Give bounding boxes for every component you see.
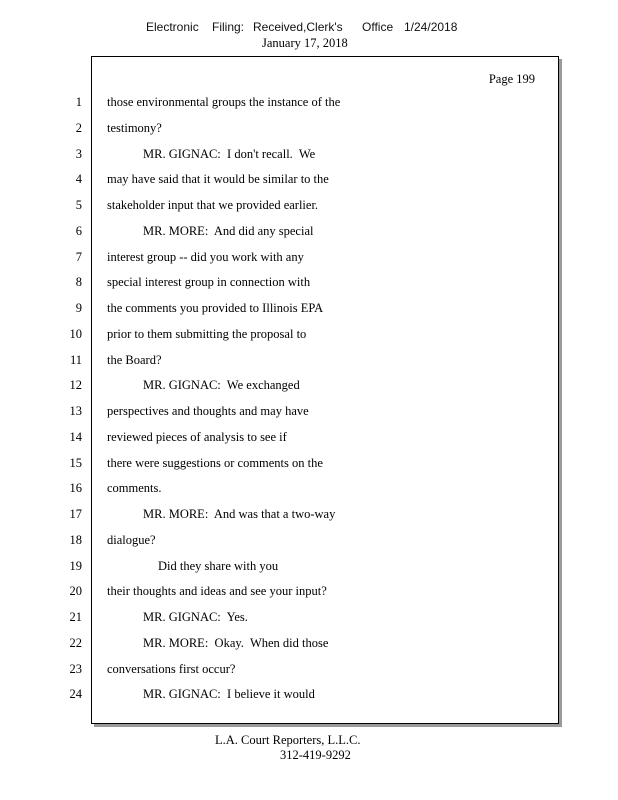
line-number: 13 [69,404,82,418]
line-number: 11 [69,352,82,367]
line-number: 1 [75,95,82,109]
line-number: 19 [69,558,82,573]
line-text: dialogue? [107,532,156,547]
footer-phone: 312-419-9292 [280,748,351,762]
line-text: reviewed pieces of analysis to see if [107,429,287,444]
line-text: MR. MORE: And did any special [143,223,314,238]
line-text: the Board? [107,352,162,367]
line-number: 14 [69,429,82,444]
line-number: 5 [75,198,82,212]
filing-electronic: Electronic [146,20,199,34]
line-text: Did they share with you [158,558,279,573]
line-number: 6 [75,223,82,238]
transcript-line [0,507,618,527]
transcript-line [0,121,618,141]
line-number: 22 [69,635,82,650]
transcript-line [0,404,618,424]
line-text: special interest group in connection with [107,275,311,290]
transcript-line [0,301,618,321]
footer-firm-name: L.A. Court Reporters, L.L.C. [215,733,361,747]
line-text: those environmental groups the instance of the [107,95,341,109]
transcript-line [0,687,618,707]
line-text: stakeholder input that we provided earlier. [107,198,319,212]
transcript-line [0,353,618,373]
line-number: 21 [69,610,82,624]
filing-stamp-header [0,20,618,36]
transcript-line [0,327,618,347]
line-text: the comments you provided to Illinois EPA [107,301,324,315]
line-number: 7 [75,249,82,264]
line-number: 8 [75,275,82,290]
line-text: MR. MORE: And was that a two-way [143,507,336,521]
line-text: conversations first occur? [107,661,236,676]
filing-received: Received,Clerk's [253,20,343,34]
transcript-line [0,275,618,295]
page-number: Page 199 [488,72,535,86]
line-number: 2 [75,120,82,135]
line-number: 17 [69,507,82,521]
line-number: 23 [69,661,82,676]
line-number: 12 [69,378,82,393]
line-text: MR. GIGNAC: We exchanged [143,378,300,393]
line-text: MR. GIGNAC: I believe it would [143,687,315,702]
line-text: MR. GIGNAC: I don't recall. We [143,146,316,161]
transcript-line [0,533,618,553]
filing-date: 1/24/2018 [404,20,458,34]
transcript-line [0,172,618,192]
transcript-line [0,378,618,398]
transcript-line [0,430,618,450]
line-number: 16 [69,481,82,496]
line-text: testimony? [107,120,162,135]
line-number: 3 [75,146,82,161]
transcript-line [0,610,618,630]
line-text: there were suggestions or comments on the [107,455,323,470]
line-number: 18 [69,532,82,547]
line-number: 10 [69,326,82,341]
line-number: 24 [69,687,82,702]
filing-office: Office [362,20,394,34]
line-number: 9 [75,301,82,315]
line-text: may have said that it would be similar to the [107,172,329,187]
transcript-line [0,198,618,218]
line-text: interest group -- did you work with any [107,249,304,264]
line-text: their thoughts and ideas and see your input? [107,584,327,599]
line-text: MR. GIGNAC: Yes. [143,610,248,624]
line-number: 4 [75,172,82,187]
transcript-line [0,481,618,501]
hearing-date: January 17, 2018 [262,36,348,50]
transcript-line [0,559,618,579]
line-text: prior to them submitting the proposal to [107,326,307,341]
filing-label: Filing: [212,20,245,34]
line-number: 20 [69,584,82,599]
transcript-line [0,662,618,682]
transcript-line [0,250,618,270]
transcript-line [0,147,618,167]
transcript-line [0,224,618,244]
transcript-line [0,456,618,476]
line-text: comments. [107,481,162,496]
line-text: MR. MORE: Okay. When did those [143,635,329,650]
transcript-line [0,636,618,656]
line-number: 15 [69,455,82,470]
line-text: perspectives and thoughts and may have [107,404,309,418]
transcript-line [0,584,618,604]
transcript-line [0,95,618,115]
